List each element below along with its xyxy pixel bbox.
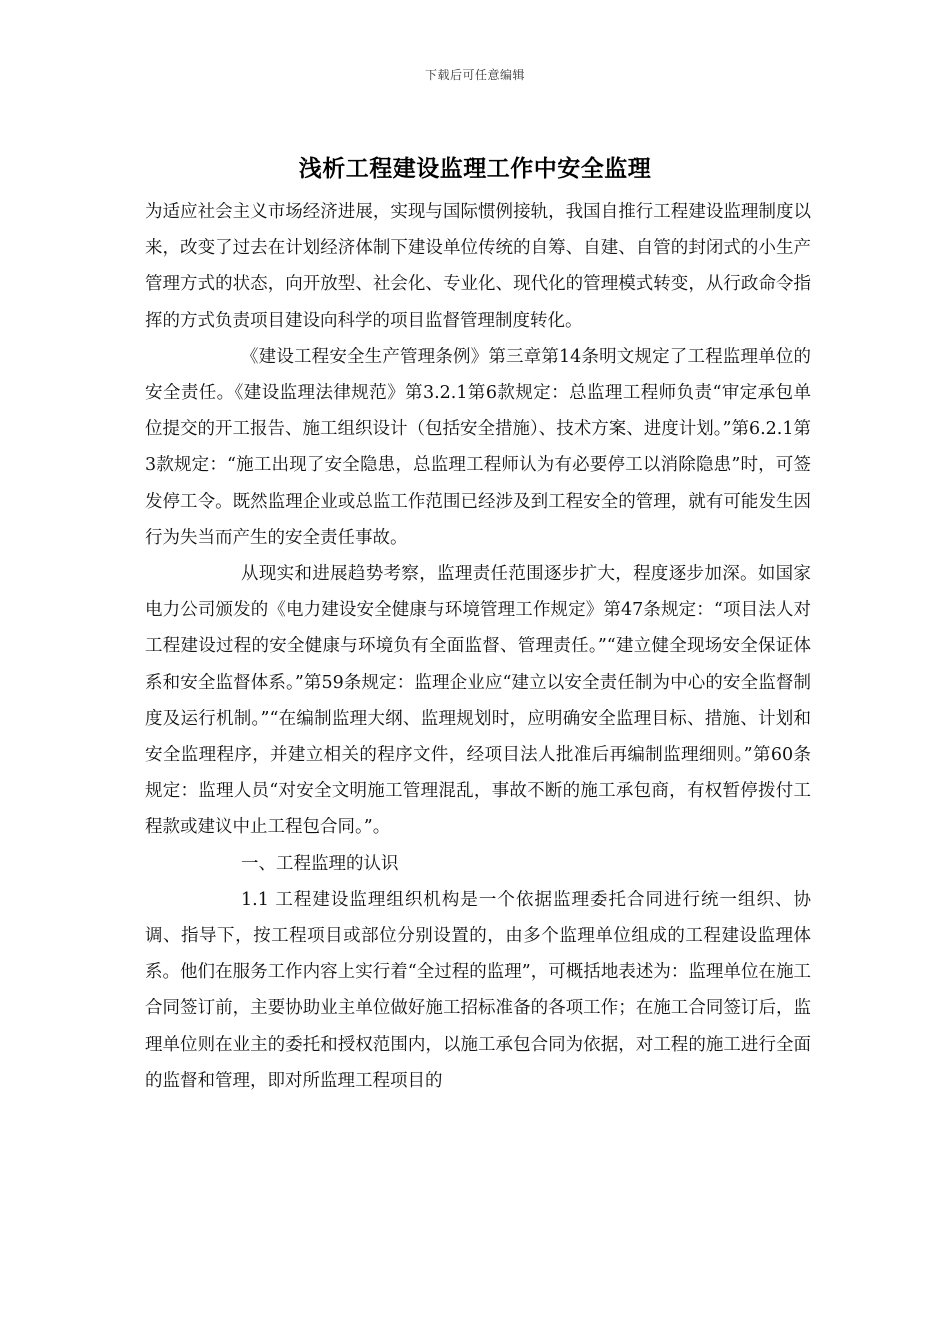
section-heading-1: 一、工程监理的认识 — [241, 853, 399, 874]
header-note: 下载后可任意编辑 — [424, 68, 525, 82]
document-title: 浅析工程建设监理工作中安全监理 — [298, 155, 652, 182]
paragraph-trends: 从现实和进展趋势考察，监理责任范围逐步扩大，程度逐步加深。如国家电力公司颁发的《电力建设安全健康与环境管理工作规定》第47条规定：“项目法人对工程建设过程的安全健康与环境负有全面监督、管理责任。”“建立健全现场安全保证体系和安全监督体系。”第59条规定：监理企业应“建立以安全责任制为中心的安全监督制度及运行机制。”“在编制监理大纲、监理规划时，应明确安全监理目标、措施、计划和安全监理程序，并建立相关的程序文件，经项目法人批准后再编制监理细则。”第60条规定：监理人员“对安全文明施工管理混乱，事故不断的施工承包商，有权暂停拨付工程款或建议中止工程包合同。”。 — [145, 564, 811, 838]
document-body — [145, 194, 811, 1099]
paragraph-regulations: 《建设工程安全生产管理条例》第三章第14条明文规定了工程监理单位的安全责任。《建设监理法律规范》第3.2.1第6款规定：总监理工程师负责“审定承包单位提交的开工报告、施工组织设计（包括安全措施）、技术方案、进度计划。”第6.2.1第3款规定：“施工出现了安全隐患，总监理工程师认为有必要停工以消除隐患”时，可签发停工令。既然监理企业或总监工作范围已经涉及到工程安全的管理，就有可能发生因行为失当而产生的安全责任事故。 — [145, 346, 811, 548]
paragraph-intro: 为适应社会主义市场经济进展，实现与国际惯例接轨，我国自推行工程建设监理制度以来，改变了过去在计划经济体制下建设单位传统的自筹、自建、自管的封闭式的小生产管理方式的状态，向开放型、社会化、专业化、现代化的管理模式转变，从行政命令指挥的方式负责项目建设向科学的项目监督管理制度转化。 — [145, 202, 811, 331]
paragraph-section-1-1: 1.1 工程建设监理组织机构是一个依据监理委托合同进行统一组织、协调、指导下，按工程项目或部位分别设置的，由多个监理单位组成的工程建设监理体系。他们在服务工作内容上实行着“全过程的监理”，可概括地表述为：监理单位在施工合同签订前，主要协助业主单位做好施工招标准备的各项工作；在施工合同签订后，监理单位则在业主的委托和授权范围内，以施工承包合同为依据，对工程的施工进行全面的监督和管理，即对所监理工程项目的 — [145, 889, 811, 1091]
